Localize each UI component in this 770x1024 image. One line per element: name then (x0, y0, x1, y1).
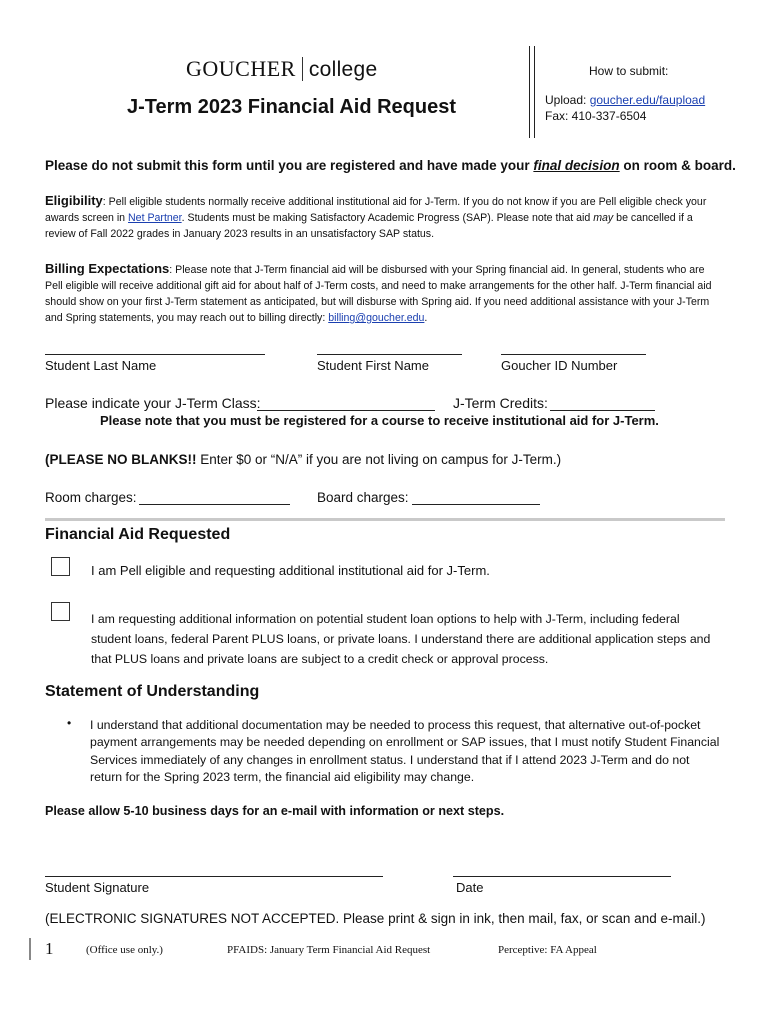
eligibility-paragraph (45, 193, 725, 242)
upload-link[interactable]: goucher.edu/faupload (589, 93, 706, 107)
office-use-label: (Office use only.) (86, 944, 163, 956)
logo-divider (302, 57, 303, 81)
pfaids-label: PFAIDS: January Term Financial Aid Request (227, 944, 431, 956)
upload-label: Upload: (545, 93, 590, 107)
statement-of-understanding-heading: Statement of Understanding (45, 683, 260, 700)
loan-info-checkbox[interactable] (51, 602, 70, 621)
no-blanks-bold: (PLEASE NO BLANKS!! (45, 452, 197, 467)
jterm-class-label: Please indicate your J-Term Class: (45, 395, 261, 411)
no-blanks-note (45, 452, 561, 467)
warning-emphasis: final decision (533, 158, 620, 173)
eligibility-text: : Pell eligible students normally receive additional institutional aid for J-Term. If you do not know if you are Pell eligible check your awards screen in (45, 196, 707, 224)
net-partner-link[interactable]: Net Partner (128, 212, 182, 224)
footer-bar (29, 938, 31, 960)
jterm-class-field[interactable] (257, 409, 435, 411)
header-divider (534, 46, 535, 138)
bullet: • (67, 716, 72, 730)
eligibility-text: . Students must be making Satisfactory Academic Progress (SAP). Please note that aid (181, 212, 594, 224)
first-name-field[interactable] (317, 353, 462, 355)
form-title: J-Term 2023 Financial Aid Request (127, 96, 456, 118)
eligibility-heading: Eligibility (45, 193, 103, 208)
logo-goucher: GOUCHER (186, 56, 296, 81)
section-divider (45, 518, 725, 521)
room-charges-label: Room charges: (45, 490, 137, 505)
signature-label: Student Signature (45, 880, 150, 895)
board-charges-field[interactable] (412, 503, 540, 505)
processing-time-note: Please allow 5-10 business days for an e-mail with information or next steps. (45, 804, 505, 818)
last-name-field[interactable] (45, 353, 265, 355)
college-logo (186, 56, 378, 82)
signature-field[interactable] (45, 875, 383, 877)
billing-paragraph (45, 261, 725, 326)
submit-title: How to submit: (589, 64, 669, 78)
billing-text-end: . (424, 312, 428, 324)
warning-text: Please do not submit this form until you are registered and have made your (45, 158, 534, 173)
page-number: 1 (45, 939, 54, 958)
pell-eligible-option-label: I am Pell eligible and requesting additional institutional aid for J-Term. (91, 563, 490, 578)
electronic-signature-note: (ELECTRONIC SIGNATURES NOT ACCEPTED. Please print & sign in ink, then mail, fax, or scan and e-mail.) (45, 911, 706, 926)
financial-aid-requested-heading: Financial Aid Requested (45, 526, 231, 543)
statement-text: I understand that additional documentation may be needed to process this request, that alternative out-of-pocket payment arrangements may be needed depending on enrollment or SAP issues, that I must notify Student Financial Services immediately of any changes in enrollment status. I understand that if I attend 2023 J-Term and do not return for the Spring 2023 term, the financial aid eligibility may change. (90, 718, 720, 785)
date-label: Date (456, 880, 484, 895)
first-name-label: Student First Name (317, 358, 429, 373)
header-divider (529, 46, 530, 138)
logo-college: college (308, 58, 378, 81)
last-name-label: Student Last Name (45, 358, 157, 373)
warning-text-end: on room & board. (619, 158, 736, 173)
billing-heading: Billing Expectations (45, 261, 170, 276)
eligibility-text: be cancelled if a review of Fall 2022 grades in January 2023 results in an unsatisfactory SAP status. (45, 212, 693, 240)
date-field[interactable] (453, 875, 671, 877)
no-blanks-text: Enter $0 or “N/A” if you are not living on campus for J-Term.) (196, 452, 562, 467)
jterm-credits-label: J-Term Credits: (453, 395, 548, 411)
submission-warning (45, 158, 736, 173)
perceptive-label: Perceptive: FA Appeal (498, 944, 597, 956)
submit-upload (545, 93, 705, 107)
goucher-id-field[interactable] (501, 353, 646, 355)
registration-note: Please note that you must be registered for a course to receive institutional aid for J-Term. (100, 413, 659, 428)
goucher-id-label: Goucher ID Number (501, 358, 618, 373)
submit-fax: Fax: 410-337-6504 (545, 109, 647, 123)
pell-eligible-checkbox[interactable] (51, 557, 70, 576)
board-charges-label: Board charges: (317, 490, 409, 505)
room-charges-field[interactable] (139, 503, 290, 505)
billing-email-link[interactable]: billing@goucher.edu (328, 312, 425, 324)
eligibility-may: may (593, 212, 614, 224)
jterm-credits-field[interactable] (550, 409, 655, 411)
loan-info-option-label: I am requesting additional information on potential student loan options to help with J-Term, including federal student loans, federal Parent PLUS loans, or private loans. I understand there are additional application steps and that PLUS loans and private loans are subject to a credit check or approval process. (91, 612, 711, 666)
billing-text: : Please note that J-Term financial aid will be disbursed with your Spring financial aid. In general, students who are Pell eligible will receive additional gift aid for about half of J-Term costs, and need to make arrangements for the other half. J-Term financial aid should show on your first J-Term statement as anticipated, but will disburse with Spring aid. If you need additional assistance with your J-Term and Spring statements, you may reach out to billing directly: (45, 264, 712, 324)
